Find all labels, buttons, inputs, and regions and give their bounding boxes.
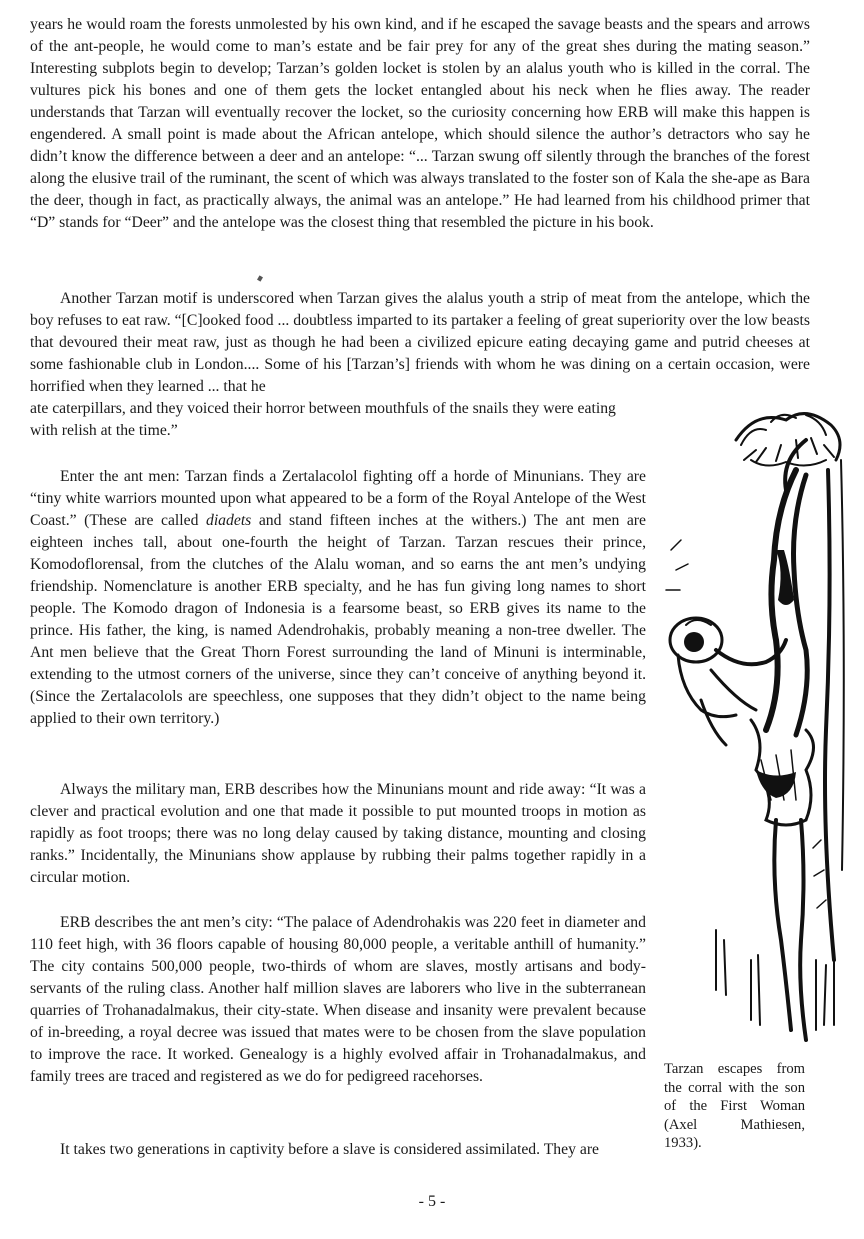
paragraph-6	[30, 1139, 646, 1161]
paragraph-5	[30, 912, 646, 1088]
paragraph-3-text-b: and stand fifteen inches at the withers.) The ant men are eighteen inches tall, about one-fourth the height of Tarzan. Tarzan rescues their prince, Komodoflorensal, from the clutches of the Alalu woman, and so earns the ant men’s undying friendship. Nomenclature is another ERB specialty, and he has fun giving long names to short people. The Komodo dragon of Indonesia is a fearsome beast, so ERB gives its name to the prince. His father, the king, is named Adendrohakis, probably meaning a non-tree dweller. The Ant men believe that the Great Thorn Forest surrounding the land of Minuni is interminable, extending to the utmost corners of the universe, since they can’t conceive of anything beyond it. (Since the Zertalacolols are speechless, one supposes that they didn’t object to the name being applied to their own territory.)	[30, 512, 646, 727]
paragraph-3-text-a: Enter the ant men: Tarzan finds a Zertalacolol fighting off a horde of Minunians. They are “tiny white warriors mounted upon what appeared to be a form of the Royal Antelope of the West Coast.” (These are called	[30, 468, 646, 529]
paragraph-3	[30, 466, 646, 730]
paragraph-5-text: ERB describes the ant men’s city: “The palace of Adendrohakis was 220 feet in diameter and 110 feet high, with 36 floors capable of housing 80,000 people, a veritable anthill of humanity.” The city contains 500,000 people, two-thirds of whom are slaves, mostly artisans and body-servants of the ruling class. Another half million slaves are laborers who live in the subterranean quarries of Trohanadalmakus, their city-state. When disease and insanity were prevalent because of in-breeding, a royal decree was issued that mates were to be chosen from the slave population to improve the race. It worked. Genealogy is a highly evolved affair in Trohanadalmakus, and family trees are traced and registered as we do for pedigreed racehorses.	[30, 914, 646, 1085]
paragraph-4-text: Always the military man, ERB describes how the Minunians mount and ride away: “It was a clever and practical evolution and one that made it possible to put mounted troops in motion as rapidly as foot troops; there was no long delay caused by taking distance, mounting and closing ranks.” Incidentally, the Minunians show applause by rubbing their palms together rapidly in a circular motion.	[30, 781, 646, 886]
tarzan-illustration	[656, 400, 852, 1060]
print-speck	[257, 275, 263, 281]
paragraph-2-text-a: Another Tarzan motif is underscored when Tarzan gives the alalus youth a strip of meat from the antelope, which the boy refuses to eat raw. “[C]ooked food ... doubtless imparted to its partaker a feeling of great superiority over the low beasts that devoured their meat raw, just as though he had been a civilized epicure eating decaying game and putrid cheeses at some fashionable club in London.... Some of his [Tarzan’s] friends with whom he was dining on a certain occasion, were horrified when they learned ... that he	[30, 290, 810, 395]
figure-caption: Tarzan escapes from the corral with the son of the First Woman (Axel Mathiesen, 1933).	[664, 1061, 805, 1152]
paragraph-1: years he would roam the forests unmolested by his own kind, and if he escaped the savage beasts and the spears and arrows of the ant-people, he would come to man’s estate and be fair prey for any of the great shes during the mating season.” Interesting subplots begin to develop; Tarzan’s golden locket is stolen by an alalus youth who is killed in the corral. The vultures pick his bones and one of them gets the locket entangled about his neck when he flies away. The reader understands that Tarzan will eventually recover the locket, so the curiosity concerning how ERB will make this happen is engendered. A small point is made about the African antelope, which should silence the author’s detractors who say he didn’t know the difference between a deer and an antelope: “... Tarzan swung off silently through the branches of the forest along the elusive trail of the ruminant, the scent of which was always translated to the foster son of Kala the she-ape as Bara the deer, though in fact, as practically always, the animal was an antelope.” He had learned from his childhood primer that “D” stands for “Deer” and the antelope was the closest thing that resembled the picture in his book.	[30, 16, 810, 231]
paragraph-2-text-b: ate caterpillars, and they voiced their horror between mouthfuls of the snails they were eating with relish at the time.”	[30, 400, 616, 439]
paragraph-4	[30, 779, 646, 889]
paragraph-6-text: It takes two generations in captivity before a slave is considered assimilated. They are	[60, 1141, 600, 1158]
page-number: - 5 -	[418, 1193, 446, 1210]
paragraph-3-italic-term: diadets	[205, 512, 252, 529]
